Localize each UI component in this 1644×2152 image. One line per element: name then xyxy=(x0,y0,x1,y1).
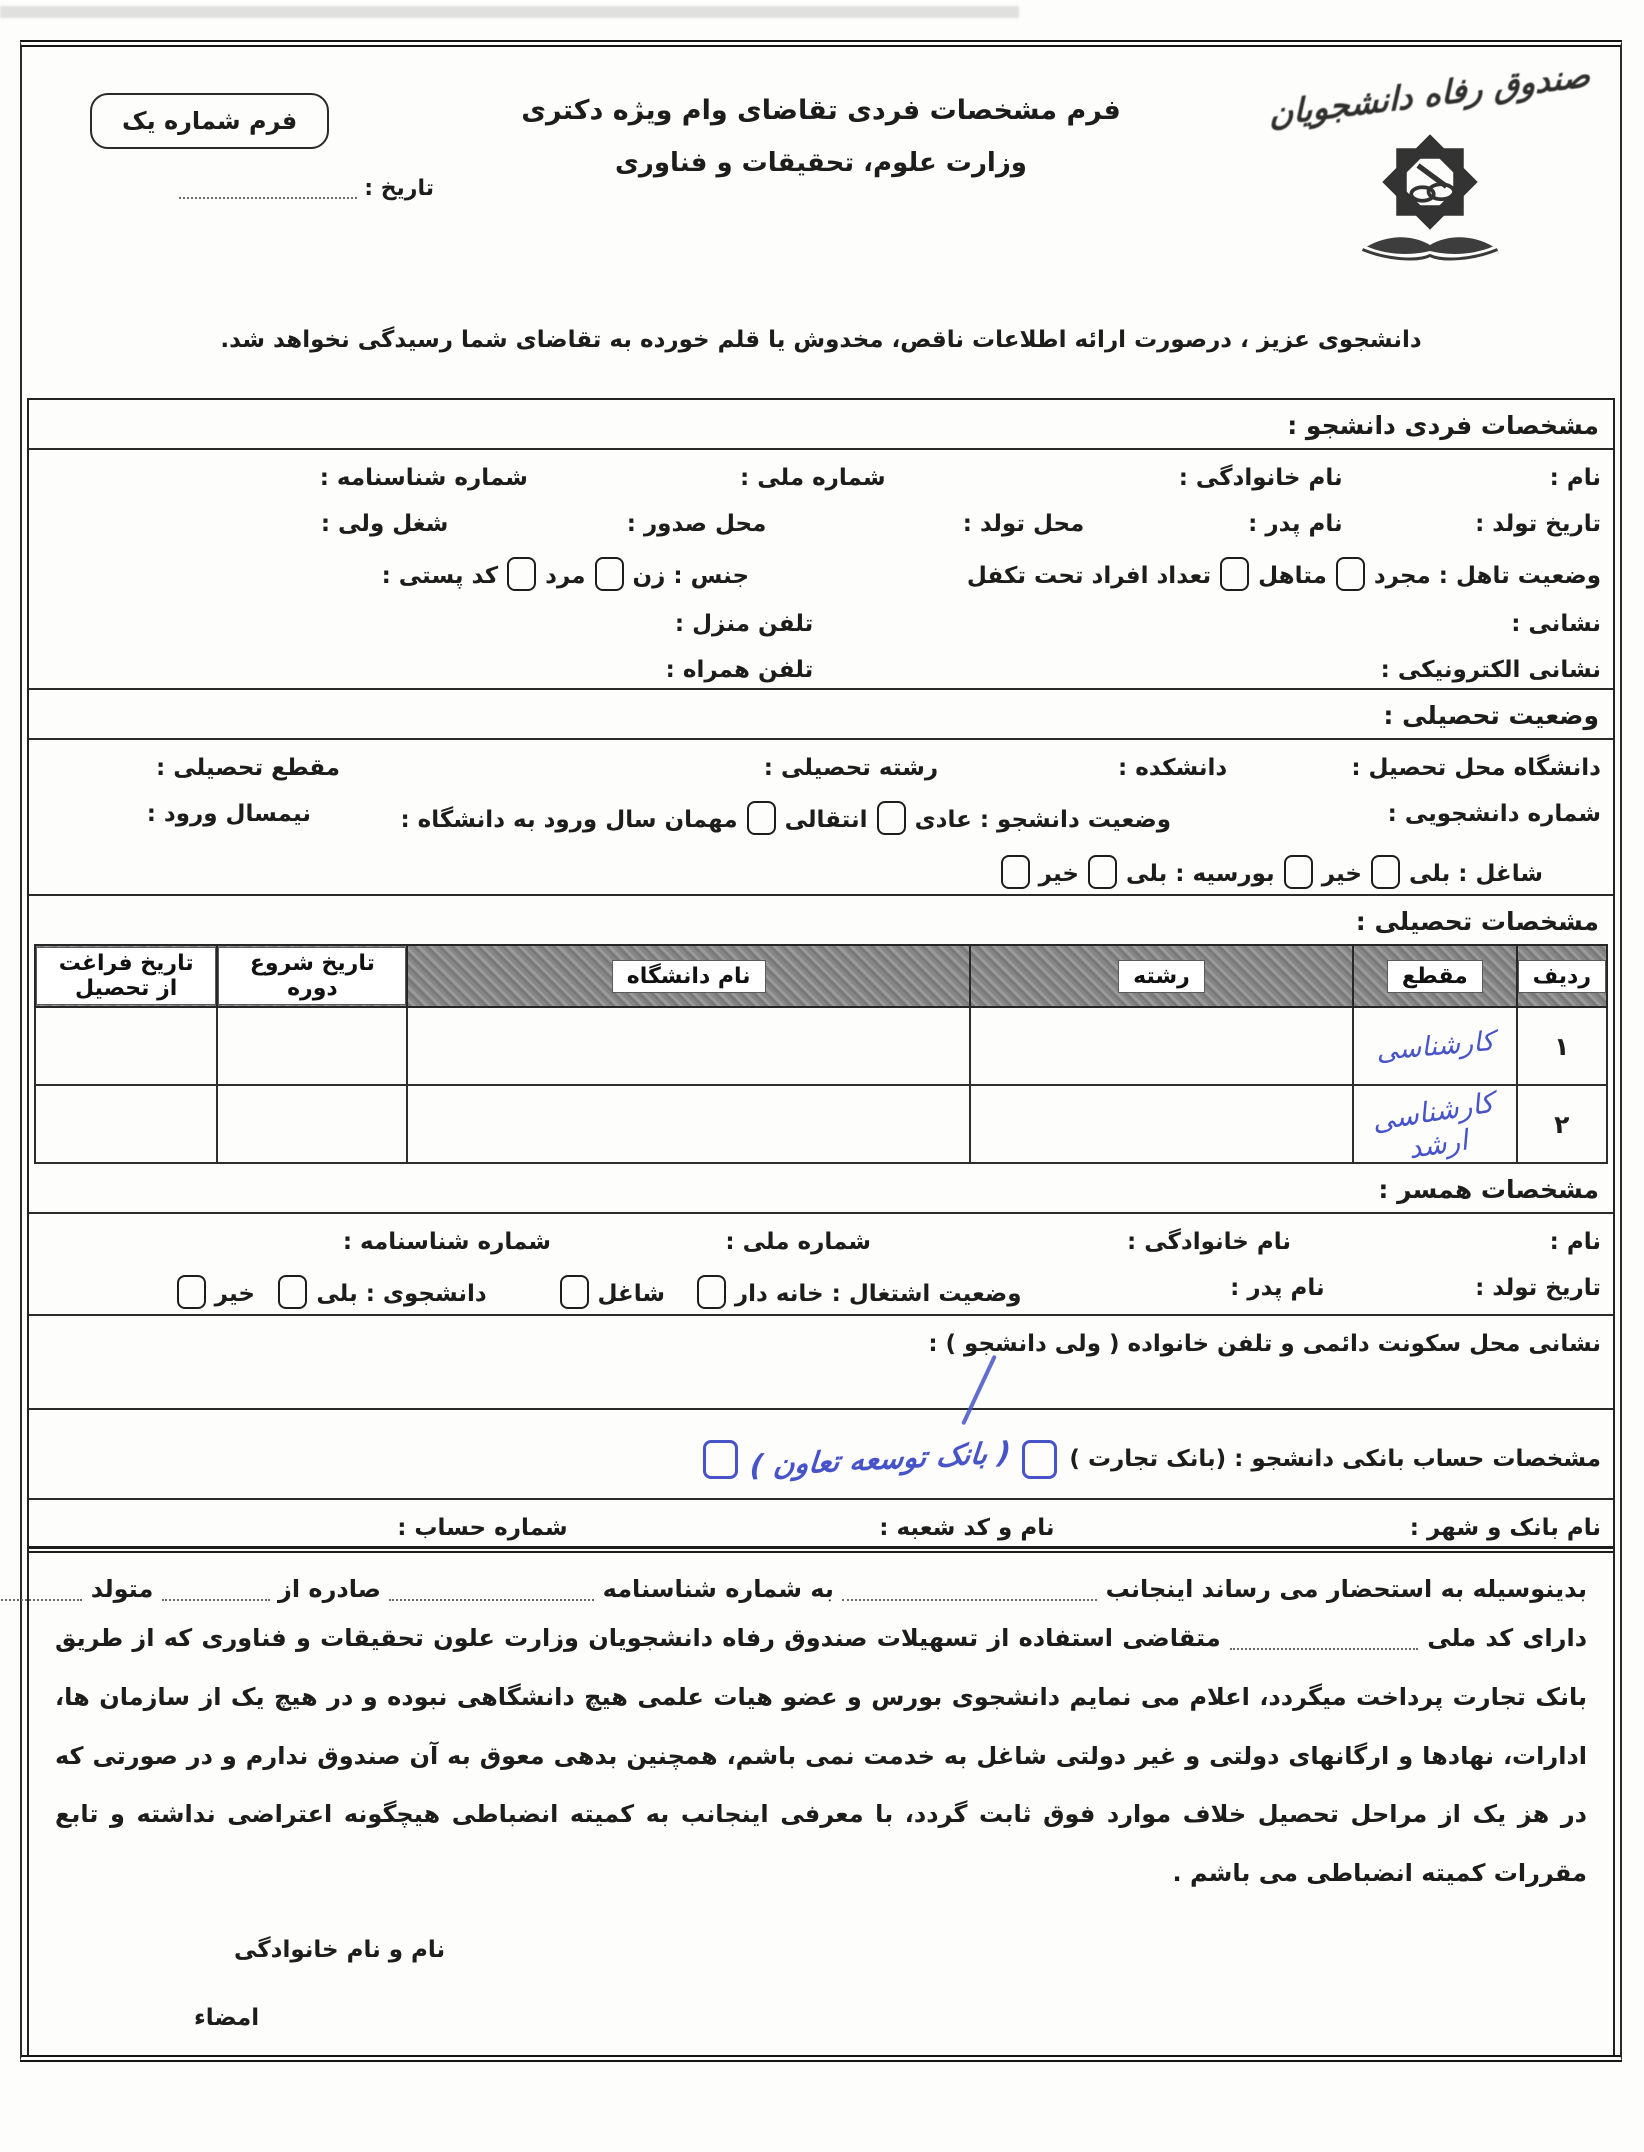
col-header-university: نام دانشگاه xyxy=(407,945,969,1007)
dependents-label: تعداد افراد تحت تکفل xyxy=(966,563,1212,589)
bank-city-field-label: نام بانک و شهر : xyxy=(1409,1515,1601,1541)
spouse-student-no-group xyxy=(130,1275,255,1309)
status-normal-label: وضعیت دانشجو : عادی xyxy=(914,807,1171,833)
table-row xyxy=(35,1007,1607,1085)
double-divider xyxy=(29,1546,1613,1553)
applicant-name-line[interactable] xyxy=(842,1577,1097,1601)
handwritten-bank-name: ( بانک توسعه تعاون ) xyxy=(748,1435,1012,1483)
checkbox-status-normal[interactable] xyxy=(877,801,906,835)
handwritten-level: کارشناسی ارشد xyxy=(1369,1085,1497,1166)
major-cell[interactable] xyxy=(970,1085,1353,1163)
section-title-education: وضعیت تحصیلی : xyxy=(1383,701,1599,730)
spouse-national-id-field-label: شماره ملی : xyxy=(725,1229,871,1255)
gender-postal-group xyxy=(152,557,749,591)
checkbox-spouse-student-no[interactable] xyxy=(177,1275,206,1309)
table-header-row xyxy=(35,945,1607,1007)
employment-scholarship-group xyxy=(992,855,1543,889)
gender-male-label: مرد xyxy=(545,563,586,589)
employed-no-label: خیر xyxy=(1321,861,1362,887)
col-header-major: رشته xyxy=(970,945,1353,1007)
page-frame xyxy=(20,40,1622,2062)
born-line[interactable] xyxy=(0,1577,82,1601)
major-field-label: رشته تحصیلی : xyxy=(763,755,939,781)
checkbox-scholarship-no[interactable] xyxy=(1001,855,1030,889)
issued-from-line[interactable] xyxy=(162,1577,270,1601)
father-name-field-label: نام پدر : xyxy=(1248,511,1343,537)
spouse-student-yes-group xyxy=(255,1275,487,1309)
name-field-label: نام : xyxy=(1549,465,1601,491)
postal-code-label: کد پستی : xyxy=(381,563,499,589)
declaration-block xyxy=(29,1553,1613,1903)
declaration-text: متقاضی استفاده از تسهیلات صندوق رفاه دانشجویان وزارت علون تحقیقات و فناوری که از طریق بانک تجارت پرداخت میگردد، اعلام می نمایم دانشجوی بورس و عضو هیات علمی هیچ دانشگاهی نبوده و در هیچ یک از سازمان ها، ادارات، نهادها و ارگانهای دولتی و غیر دولتی شاغل به خدمت نمی باشم، همچنین بدهی معوق به آن صندوق ندارم و در صورتی که در هز یک از مراحل تحصیل خلاف موارد فوق ثابت گردد، با معرفی اینجانب به کمیته انضباطی هیچگونه اعتراضی نداشته و تابع مقررات کمیته انضباطی می باشم . xyxy=(55,1624,1587,1888)
marital-status-group xyxy=(749,557,1601,591)
status-guest-entry-label: مهمان سال ورود به دانشگاه : xyxy=(400,807,738,833)
col-header-row-no: ردیف xyxy=(1517,945,1607,1007)
spouse-student-no-label: خیر xyxy=(214,1281,255,1307)
checkbox-female[interactable] xyxy=(595,557,624,591)
col-header-grad-date: تاریخ فراغت از تحصیل xyxy=(35,945,217,1007)
section-title-spouse: مشخصات همسر : xyxy=(1378,1175,1599,1204)
cert-no-line[interactable] xyxy=(389,1577,594,1601)
level-field-label: مقطع تحصیلی : xyxy=(156,755,341,781)
personal-row-3 xyxy=(29,542,1613,596)
checkbox-status-transfer[interactable] xyxy=(747,801,776,835)
personal-row-5 xyxy=(29,642,1613,688)
handwritten-level: کارشناسی xyxy=(1374,1025,1496,1067)
scholarship-yes-label: بورسیه : بلی xyxy=(1125,861,1275,887)
university-cell[interactable] xyxy=(407,1085,969,1163)
org-logo xyxy=(1260,55,1600,319)
bank-row xyxy=(29,1410,1613,1498)
date-line xyxy=(52,175,442,201)
grad-date-cell[interactable] xyxy=(35,1007,217,1085)
checkbox-bank-tosee[interactable] xyxy=(703,1440,738,1479)
form-number-badge: فرم شماره یک xyxy=(90,93,329,149)
birth-date-field-label: تاریخ تولد : xyxy=(1475,511,1601,537)
spouse-row-1 xyxy=(29,1214,1613,1260)
spouse-employment-housewife-group xyxy=(665,1275,1022,1309)
table-row xyxy=(35,1085,1607,1163)
signature-label[interactable]: امضاء xyxy=(194,2004,260,2031)
declaration-body xyxy=(55,1609,1587,1903)
declaration-text: متولد xyxy=(90,1575,154,1603)
student-no-field-label: شماره دانشجویی : xyxy=(1387,801,1601,827)
issue-place-field-label: محل صدور : xyxy=(626,511,767,537)
checkbox-spouse-employed[interactable] xyxy=(560,1275,589,1309)
bank-fields-row xyxy=(29,1500,1613,1546)
checkbox-employed-no[interactable] xyxy=(1284,855,1313,889)
warning-text: دانشجوی عزیز ، درصورت ارائه اطلاعات ناقص، مخدوش یا قلم خورده به تقاضای شما رسیدگی نخواهد شد. xyxy=(220,327,1422,353)
checkbox-employed-yes[interactable] xyxy=(1371,855,1400,889)
personal-row-1 xyxy=(29,450,1613,496)
checkbox-scholarship-yes[interactable] xyxy=(1088,855,1117,889)
spouse-name-field-label: نام : xyxy=(1549,1229,1601,1255)
national-code-line[interactable] xyxy=(1230,1626,1418,1650)
checkbox-male[interactable] xyxy=(507,557,536,591)
marital-single-label: وضعیت تاهل : مجرد xyxy=(1373,563,1601,589)
section-title-personal: مشخصات فردی دانشجو : xyxy=(1287,411,1599,440)
personal-row-4 xyxy=(29,596,1613,642)
education-row-2 xyxy=(29,786,1613,840)
national-id-field-label: شماره ملی : xyxy=(739,465,886,491)
personal-row-2 xyxy=(29,496,1613,542)
residence-field-label: نشانی محل سکونت دائمی و تلفن خانواده ( ولی دانشجو ) : xyxy=(928,1331,1601,1357)
account-no-field-label: شماره حساب : xyxy=(397,1515,568,1541)
major-cell[interactable] xyxy=(970,1007,1353,1085)
gender-female-label: جنس : زن xyxy=(632,563,750,589)
checkbox-bank-tejarat[interactable] xyxy=(1022,1440,1057,1479)
guardian-job-field-label: شغل ولی : xyxy=(320,511,449,537)
spouse-student-yes-label: دانشجوی : بلی xyxy=(316,1281,487,1307)
grad-date-cell[interactable] xyxy=(35,1085,217,1163)
education-row-1 xyxy=(29,740,1613,786)
residence-row xyxy=(29,1316,1613,1408)
signature-block xyxy=(29,1937,1613,2031)
checkbox-married[interactable] xyxy=(1220,557,1249,591)
date-label: تاریخ : xyxy=(364,176,434,201)
declaration-text: به شماره شناسنامه xyxy=(602,1575,834,1603)
scan-smudge xyxy=(0,6,1019,18)
declaration-text: دارای کد ملی xyxy=(1427,1624,1588,1652)
row-no-cell: ۱ xyxy=(1517,1007,1607,1085)
family-name-field-label: نام خانوادگی : xyxy=(1178,465,1343,491)
start-date-cell[interactable] xyxy=(217,1085,407,1163)
org-logo-calligraphy: صندوق رفاه دانشجویان xyxy=(1269,55,1591,134)
checkbox-single[interactable] xyxy=(1336,557,1365,591)
employed-yes-label: شاغل : بلی xyxy=(1408,861,1543,887)
col-header-start-date: تاریخ شروع دوره xyxy=(217,945,407,1007)
faculty-field-label: دانشکده : xyxy=(1118,755,1228,781)
spouse-housewife-label: وضعیت اشتغال : خانه دار xyxy=(734,1281,1022,1307)
spouse-birth-date-field-label: تاریخ تولد : xyxy=(1475,1275,1601,1301)
date-input-line[interactable] xyxy=(179,175,357,199)
home-phone-field-label: تلفن منزل : xyxy=(674,611,814,637)
form-header xyxy=(22,47,1620,319)
spouse-employed-label: شاغل xyxy=(597,1281,665,1307)
declaration-line-1 xyxy=(55,1575,1587,1603)
start-date-cell[interactable] xyxy=(217,1007,407,1085)
declaration-text: صادره از xyxy=(278,1575,381,1603)
mobile-field-label: تلفن همراه : xyxy=(665,657,814,683)
academic-records-table xyxy=(34,944,1608,1164)
header-left-column xyxy=(52,65,434,319)
col-header-level: مقطع xyxy=(1353,945,1516,1007)
level-cell[interactable] xyxy=(1353,1007,1516,1085)
marital-married-label: متاهل xyxy=(1258,563,1327,589)
spouse-row-2 xyxy=(29,1260,1613,1314)
student-status-group xyxy=(311,801,1171,835)
branch-field-label: نام و کد شعبه : xyxy=(879,1515,1055,1541)
university-cell[interactable] xyxy=(407,1007,969,1085)
signer-name-label: نام و نام خانوادگی xyxy=(234,1936,446,1963)
level-cell[interactable] xyxy=(1353,1085,1516,1166)
bank-section-label: مشخصات حساب بانکی دانشجو : (بانک تجارت ) xyxy=(1069,1446,1601,1472)
entry-term-field-label: نیمسال ورود : xyxy=(146,801,311,827)
university-field-label: دانشگاه محل تحصیل : xyxy=(1351,755,1601,781)
welfare-fund-emblem xyxy=(1260,116,1600,270)
form-title: فرم مشخصات فردی تقاضای وام ویژه دکتری xyxy=(521,95,1121,126)
spouse-father-field-label: نام پدر : xyxy=(1230,1275,1325,1301)
declaration-text: بدینوسیله به استحضار می رساند اینجانب xyxy=(1105,1575,1587,1603)
birth-place-field-label: محل تولد : xyxy=(962,511,1085,537)
section-title-records: مشخصات تحصیلی : xyxy=(1355,907,1599,936)
spouse-birth-cert-no-field-label: شماره شناسنامه : xyxy=(342,1229,551,1255)
email-field-label: نشانی الکترونیکی : xyxy=(1380,657,1601,683)
spouse-family-field-label: نام خانوادگی : xyxy=(1127,1229,1291,1255)
main-form-box xyxy=(27,398,1615,2055)
scholarship-no-label: خیر xyxy=(1038,861,1079,887)
ministry-subtitle: وزارت علوم، تحقیقات و فناوری xyxy=(615,148,1027,178)
status-transfer-label: انتقالی xyxy=(784,807,868,833)
birth-cert-no-field-label: شماره شناسنامه : xyxy=(319,465,528,491)
checkbox-spouse-housewife[interactable] xyxy=(697,1275,726,1309)
form-titles xyxy=(382,65,1260,319)
spouse-employed-group xyxy=(487,1275,665,1309)
row-no-cell: ۲ xyxy=(1517,1085,1607,1163)
checkbox-spouse-student-yes[interactable] xyxy=(278,1275,307,1309)
education-row-3 xyxy=(29,840,1613,894)
address-field-label: نشانی : xyxy=(1511,611,1601,637)
